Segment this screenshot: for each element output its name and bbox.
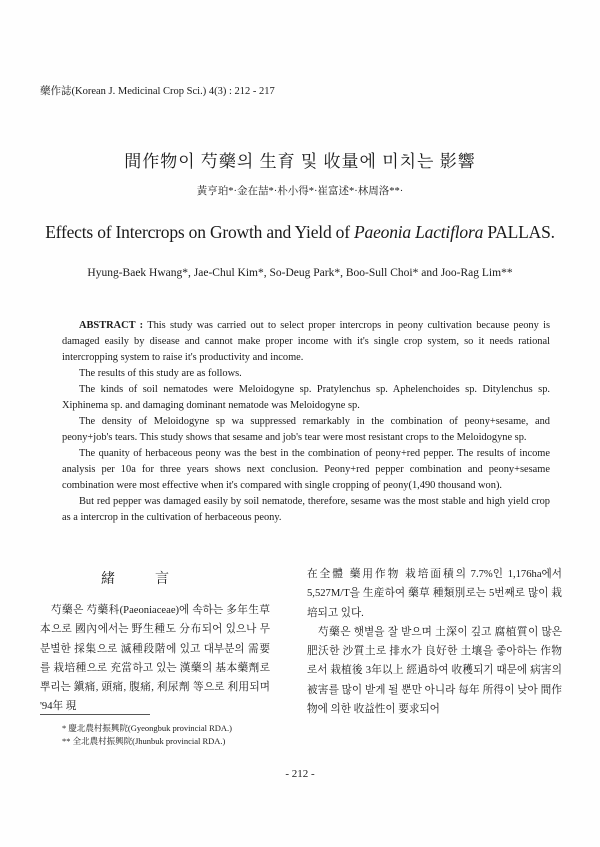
page-number: - 212 - bbox=[285, 768, 315, 780]
body-paragraph: 芍藥은 햇볕을 잘 받으며 土深이 깊고 腐植質이 많은 肥沃한 沙質土로 排水가 良好한 土壤을 좋아하는 作物로서 栽植後 3年以上 經過하여 收穫되기 때문에 病害의 被害를 많이 받게 될 뿐만 아니라 每年 所得이 낮아 間作物에 의한 收益性이 要求되어 bbox=[307, 626, 562, 716]
body-column-left bbox=[40, 601, 270, 717]
english-title bbox=[0, 222, 600, 243]
footnote-divider bbox=[40, 714, 150, 715]
english-title-suffix: PALLAS. bbox=[483, 222, 555, 242]
abstract-paragraph: ABSTRACT : This study was carried out to select proper intercrops in peony cultivation because peony is damaged easily by disease and cannot make proper income with it's single crop system, so it needs rational intercropping system to raise it's productivity and income. bbox=[62, 320, 551, 363]
body-paragraph: 在全體 藥用作物 栽培面積의 7.7%인 1,176ha에서 5,527M/T을 生産하여 藥草 種類別로는 5번째로 많이 栽培되고 있다. bbox=[307, 569, 562, 619]
korean-title: 間作物이 芍藥의 生育 및 收量에 미치는 影響 bbox=[124, 152, 476, 171]
abstract-paragraph: The quanity of herbaceous peony was the best in the combination of peony+red pepper. The results of income analysis per 10a for three years shows next conclusion. Peony+red pepper combination and peony+sesame combination were most effective when it's compared with single cropping of peony(1,490 thousand won). bbox=[62, 448, 550, 491]
english-authors: Hyung-Baek Hwang*, Jae-Chul Kim*, So-Deug Park*, Boo-Sull Choi* and Joo-Rag Lim** bbox=[87, 267, 513, 279]
abstract-paragraph: But red pepper was damaged easily by soil nematode, therefore, sesame was the most stable and high yield crop as a intercrop in the cultivation of herbaceous peony. bbox=[62, 496, 550, 523]
journal-citation: 藥作誌(Korean J. Medicinal Crop Sci.) 4(3) : 212 - 217 bbox=[40, 86, 275, 97]
body-paragraph: 芍藥은 芍藥科(Paeoniaceae)에 속하는 多年生草本으로 國內에서는 野生種도 分布되어 있으나 무분별한 採集으로 滅種段階에 있고 대부분의 需要를 栽培種으로 充當하고 있는 漢藥의 基本藥劑로 뿌리는 鎭痛, 頭痛, 腹痛, 利尿劑 等으로 利用되며 '94年 現 bbox=[40, 605, 270, 713]
abstract-paragraph: The kinds of soil nematodes were Meloidogyne sp. Pratylenchus sp. Aphelenchoides sp. Ditylenchus sp. Xiphinema sp. and damaging dominant nematode was Meloidogyne sp. bbox=[62, 384, 550, 411]
abstract bbox=[62, 318, 550, 526]
english-title-species: Paeonia Lactiflora bbox=[354, 222, 484, 242]
section-title: 緒言 bbox=[101, 572, 209, 587]
footnote: ** 全北農村振興院(Jhunbuk provincial RDA.) bbox=[62, 736, 226, 746]
footnote: * 慶北農村振興院(Gyeongbuk provincial RDA.) bbox=[62, 723, 232, 733]
body-column-right bbox=[307, 565, 562, 719]
abstract-paragraph: The results of this study are as follows. bbox=[79, 368, 242, 379]
english-title-prefix: Effects of Intercrops on Growth and Yield of bbox=[45, 222, 355, 242]
abstract-label: ABSTRACT : bbox=[79, 320, 144, 331]
abstract-paragraph: The density of Meloidogyne sp wa suppressed remarkably in the combination of peony+sesame, and peony+job's tears. This study shows that sesame and job's tear were most resistant crops to the Meloidogyne sp. bbox=[62, 416, 550, 443]
footnotes bbox=[62, 722, 232, 748]
korean-authors: 黃亨珀*·金在喆*·朴小得*·崔富述*·林周洛**· bbox=[196, 186, 404, 197]
